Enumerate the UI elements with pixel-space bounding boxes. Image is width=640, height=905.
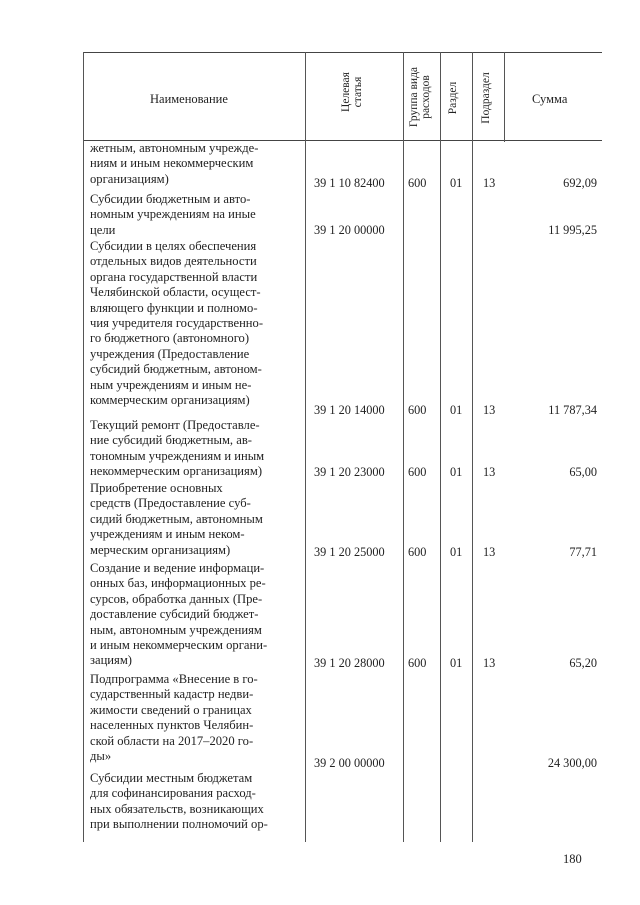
name-line: чия учредителя государственно- xyxy=(90,316,264,331)
name-line: населенных пунктов Челябин- xyxy=(90,718,254,733)
name-line: номным учреждениям на иные xyxy=(90,207,256,222)
name-line: организациям) xyxy=(90,171,169,186)
name-line: ным, автономным учреждениям xyxy=(90,622,262,637)
table-top-border xyxy=(83,52,602,53)
column-divider xyxy=(403,52,404,842)
page-number: 180 xyxy=(563,852,582,866)
header-expense-group xyxy=(408,58,434,136)
header-target-article xyxy=(340,63,368,121)
name-line: ды» xyxy=(90,749,112,764)
table-row-subsection: 13 xyxy=(483,176,496,190)
name-line: и иным некоммерческим органи- xyxy=(90,638,268,653)
table-row-name xyxy=(90,192,302,238)
name-line: средств (Предоставление суб- xyxy=(90,496,251,511)
table-row-name xyxy=(90,418,302,480)
name-line: жетным, автономным учрежде- xyxy=(90,141,259,155)
name-line: тономным учреждениям и иным xyxy=(90,448,265,463)
name-line: зациям) xyxy=(90,653,132,668)
name-line: учреждениям и иным неком- xyxy=(90,527,245,542)
table-row-sum: 24 300,00 xyxy=(547,756,597,770)
name-line: ных обязательств, возникающих xyxy=(90,801,264,816)
table-row-group: 600 xyxy=(408,656,427,670)
name-line: Субсидии в целях обеспечения xyxy=(90,239,257,253)
name-line: органа государственной власти xyxy=(90,269,258,284)
table-row-name xyxy=(90,561,302,669)
name-line: субсидий бюджетным, автоном- xyxy=(90,362,262,377)
table-row-group: 600 xyxy=(408,176,427,190)
table-row-subsection: 13 xyxy=(483,403,496,417)
table-row-section: 01 xyxy=(450,545,463,559)
table-row-sum: 65,20 xyxy=(569,656,597,670)
name-line: Текущий ремонт (Предоставле- xyxy=(90,418,260,432)
table-row-name xyxy=(90,672,302,764)
column-divider xyxy=(305,52,306,842)
table-row-code: 39 2 00 00000 xyxy=(314,756,385,770)
table-row-code: 39 1 20 25000 xyxy=(314,545,385,559)
name-line: цели xyxy=(90,222,116,237)
name-line: Подпрограмма «Внесение в го- xyxy=(90,672,258,686)
name-line: ниям и иным некоммерческим xyxy=(90,156,254,171)
table-row-section: 01 xyxy=(450,176,463,190)
name-line: ным учреждениям и иным не- xyxy=(90,377,252,392)
table-row-section: 01 xyxy=(450,403,463,417)
name-line: при выполнении полномочий ор- xyxy=(90,817,268,832)
table-row-section: 01 xyxy=(450,465,463,479)
name-line: учреждения (Предоставление xyxy=(90,346,250,361)
header-sum: Сумма xyxy=(532,92,568,106)
header-expense-group-line2: расходов xyxy=(420,75,432,119)
table-row-code: 39 1 20 14000 xyxy=(314,403,385,417)
name-line: жимости сведений о границах xyxy=(90,702,252,717)
table-row-code: 39 1 20 00000 xyxy=(314,223,385,237)
table-row-group: 600 xyxy=(408,403,427,417)
table-row-sum: 65,00 xyxy=(569,465,597,479)
header-section: Раздел xyxy=(447,81,459,115)
table-row-subsection: 13 xyxy=(483,545,496,559)
name-line: сударственный кадастр недви- xyxy=(90,687,254,702)
table-row-sum: 692,09 xyxy=(563,176,597,190)
name-line: ской области на 2017–2020 го- xyxy=(90,733,254,748)
name-line: коммерческим организациям) xyxy=(90,393,250,408)
table-left-border xyxy=(83,52,84,842)
table-row-group: 600 xyxy=(408,545,427,559)
header-subsection: Подраздел xyxy=(480,72,492,124)
name-line: Субсидии местным бюджетам xyxy=(90,771,253,785)
name-line: го бюджетного (автономного) xyxy=(90,331,250,346)
column-divider xyxy=(472,52,473,842)
table-row-name xyxy=(90,141,302,187)
name-line: для софинансирования расход- xyxy=(90,786,256,801)
name-line: Челябинской области, осущест- xyxy=(90,285,261,300)
name-line: Приобретение основных xyxy=(90,481,223,495)
table-row-name xyxy=(90,771,302,833)
table-row-code: 39 1 10 82400 xyxy=(314,176,385,190)
header-target-article-line1: Целевая xyxy=(340,72,352,112)
name-line: мерческим организациям) xyxy=(90,542,231,557)
column-divider xyxy=(440,52,441,842)
header-target-article-line2: статья xyxy=(352,76,364,108)
column-divider xyxy=(504,52,505,142)
table-row-code: 39 1 20 28000 xyxy=(314,656,385,670)
table-row-subsection: 13 xyxy=(483,465,496,479)
name-line: сурсов, обработка данных (Пре- xyxy=(90,591,263,606)
table-row-subsection: 13 xyxy=(483,656,496,670)
name-line: вляющего функции и полномо- xyxy=(90,300,258,315)
table-row-sum: 11 787,34 xyxy=(548,403,597,417)
header-name: Наименование xyxy=(150,92,228,106)
table-row-sum: 11 995,25 xyxy=(548,223,597,237)
name-line: отдельных видов деятельности xyxy=(90,254,257,269)
table-row-name xyxy=(90,481,302,558)
name-line: сидий бюджетным, автономным xyxy=(90,511,263,526)
name-line: Субсидии бюджетным и авто- xyxy=(90,192,251,206)
table-row-name xyxy=(90,239,302,408)
table-row-sum: 77,71 xyxy=(569,545,597,559)
name-line: Создание и ведение информаци- xyxy=(90,561,265,575)
name-line: доставление субсидий бюджет- xyxy=(90,607,259,622)
table-row-group: 600 xyxy=(408,465,427,479)
table-row-code: 39 1 20 23000 xyxy=(314,465,385,479)
header-expense-group-line1: Группа вида xyxy=(408,66,420,128)
name-line: онных баз, информационных ре- xyxy=(90,576,266,591)
table-row-section: 01 xyxy=(450,656,463,670)
name-line: некоммерческим организациям) xyxy=(90,464,263,479)
name-line: ние субсидий бюджетным, ав- xyxy=(90,433,252,448)
